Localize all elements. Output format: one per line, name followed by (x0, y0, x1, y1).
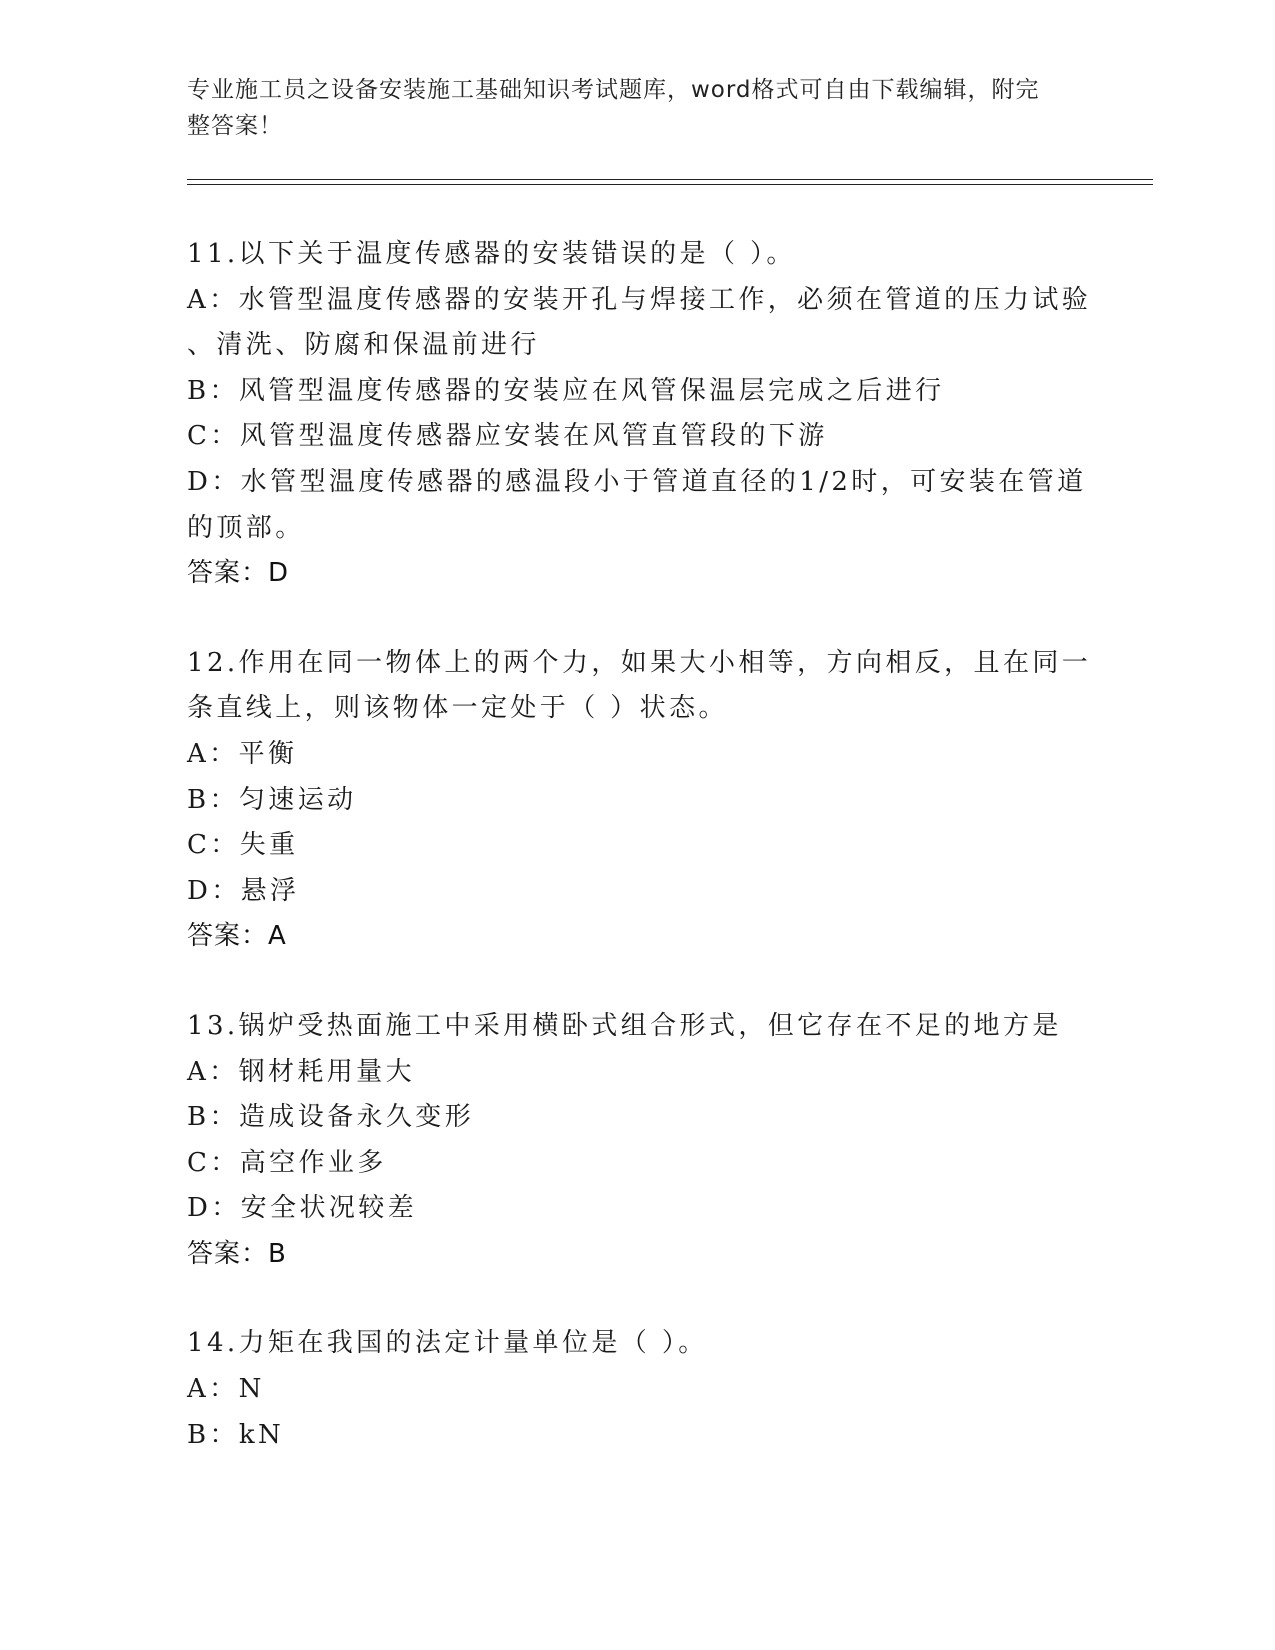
option-c: C：高空作业多 (187, 1147, 387, 1178)
question-11 (187, 232, 1092, 597)
question-list (187, 232, 1092, 1502)
question-12 (187, 641, 1092, 960)
question-stem: 12.作用在同一物体上的两个力，如果大小相等，方向相反，且在同一 (187, 647, 1092, 678)
option-c: C：风管型温度传感器应安装在风管直管段的下游 (187, 421, 828, 452)
option-c: C：失重 (187, 830, 299, 861)
option-a: A：水管型温度传感器的安装开孔与焊接工作，必须在管道的压力试验 (187, 284, 1092, 315)
option-b: B：造成设备永久变形 (187, 1102, 475, 1133)
answer-label: 答案：A (187, 921, 287, 952)
option-b: B：匀速运动 (187, 784, 357, 815)
answer-label: 答案：D (187, 558, 290, 589)
option-a: A：平衡 (187, 738, 298, 769)
answer-label: 答案：B (187, 1238, 287, 1269)
option-d: D：水管型温度传感器的感温段小于管道直径的1/2时，可安装在管道 (187, 466, 1087, 497)
question-13 (187, 1004, 1087, 1278)
option-d: D：安全状况较差 (187, 1193, 418, 1224)
question-stem: 11.以下关于温度传感器的安装错误的是（ ）。 (187, 239, 796, 269)
header-divider-bottom (187, 184, 1153, 185)
header-line-2: 整答案！ (187, 113, 283, 139)
question-stem: 13.锅炉受热面施工中采用横卧式组合形式，但它存在不足的地方是 (187, 1010, 1062, 1041)
option-d-continued: 的顶部。 (187, 512, 305, 543)
document-header (187, 72, 1067, 144)
question-stem-continued: 条直线上，则该物体一定处于（ ）状态。 (187, 693, 728, 724)
option-b: B：kN (187, 1419, 285, 1450)
option-a: A：N (187, 1374, 265, 1405)
option-a: A：钢材耗用量大 (187, 1056, 415, 1087)
option-b: B：风管型温度传感器的安装应在风管保温层完成之后进行 (187, 375, 945, 406)
question-stem: 14.力矩在我国的法定计量单位是（ ）。 (187, 1328, 708, 1359)
option-d: D：悬浮 (187, 875, 300, 906)
question-14 (187, 1321, 1087, 1458)
option-a-continued: 、清洗、防腐和保温前进行 (187, 330, 540, 361)
header-divider-top (187, 179, 1153, 180)
header-line-1: 专业施工员之设备安装施工基础知识考试题库，word格式可自由下载编辑，附完 (187, 77, 1040, 103)
